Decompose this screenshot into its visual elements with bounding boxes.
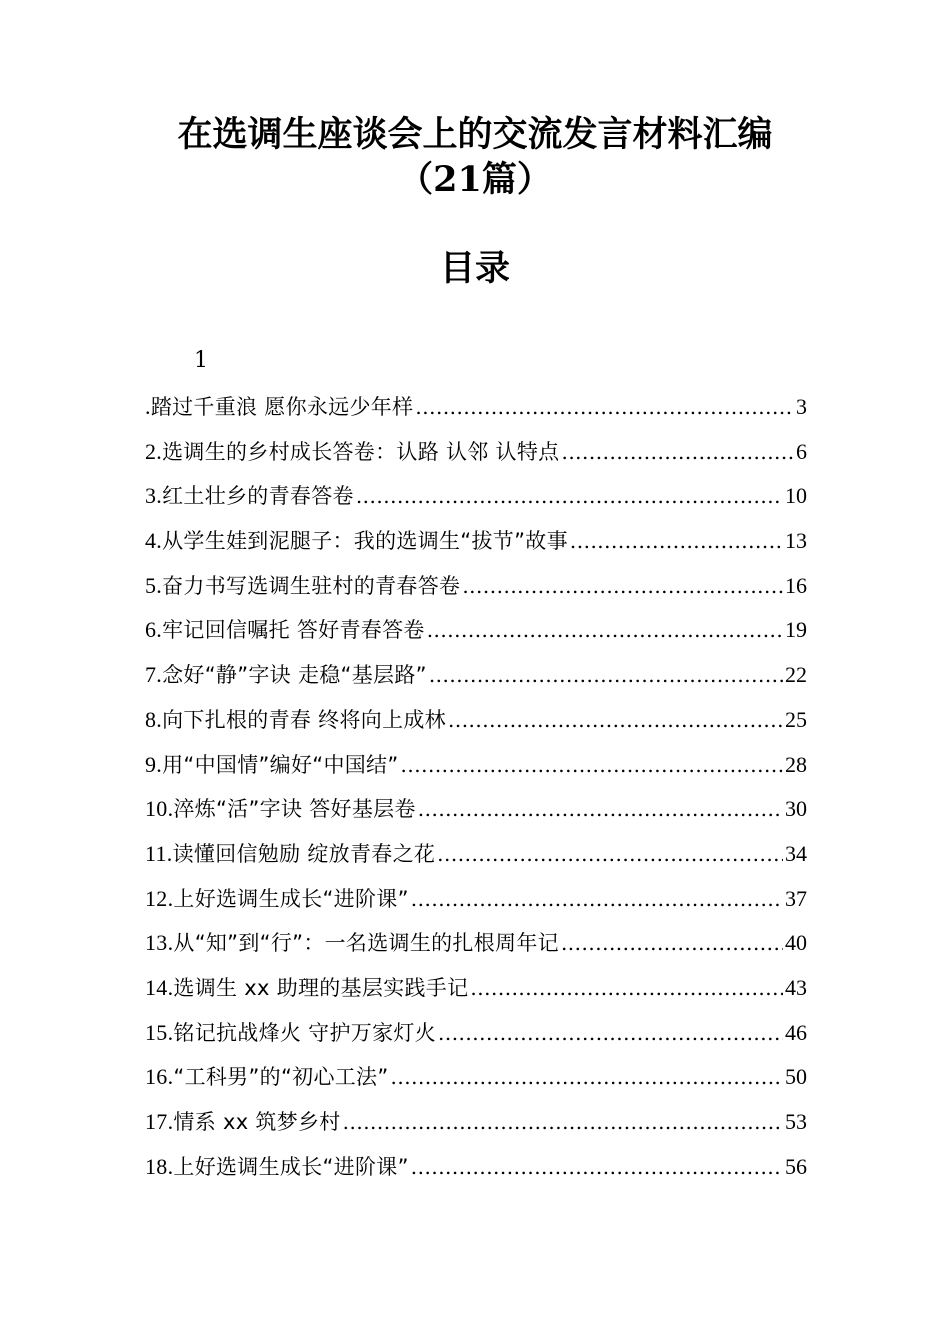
toc-heading: 目录 [439, 248, 510, 289]
toc-entry-title [145, 653, 427, 697]
toc-entry-number: 3. [145, 483, 163, 509]
toc-entry[interactable] [145, 1011, 807, 1056]
toc-entry-number: 6. [145, 617, 163, 643]
toc-dot-leader [448, 698, 783, 742]
toc-entry-text: 念好“静”字诀 走稳“基层路” [162, 663, 427, 688]
toc-entry-title [145, 474, 354, 518]
toc-entry-text: 从学生娃到泥腿子：我的选调生“拔节”故事 [162, 529, 568, 554]
toc-entry-title [145, 1145, 409, 1189]
toc-entry[interactable] [145, 519, 807, 564]
toc-entry-text: 读懂回信勉励 绽放青春之花 [172, 841, 436, 866]
toc-entry-number: 16. [145, 1064, 174, 1090]
toc-entry[interactable] [145, 1055, 807, 1100]
toc-entry-number: 2. [145, 438, 163, 464]
toc-entry-page: 56 [785, 1153, 807, 1179]
toc-entry-page: 37 [785, 885, 807, 911]
toc-dot-leader [356, 474, 783, 518]
toc-entry-text: 向下扎根的青春 终将向上成林 [162, 707, 446, 732]
toc-dot-leader [411, 877, 783, 921]
toc-dot-leader [561, 430, 794, 474]
toc-entry-text: 铭记抗战烽火 守护万家灯火 [173, 1020, 436, 1045]
toc-dot-leader [427, 608, 783, 652]
toc-entry-text: 淬炼“活”字诀 答好基层卷 [173, 797, 416, 822]
toc-entry-title [145, 430, 559, 474]
toc-entry-text: 踏过千重浪 愿你永远少年样 [150, 395, 414, 419]
toc-entry-page: 3 [796, 394, 807, 419]
toc-entry-number: 10. [145, 796, 174, 822]
toc-entry-page: 50 [785, 1064, 807, 1090]
toc-entry-page: 40 [785, 930, 807, 956]
toc-entry[interactable] [145, 430, 807, 475]
toc-entry[interactable] [145, 1145, 807, 1190]
toc-entry-title [145, 921, 559, 965]
toc-entry-title [145, 743, 399, 787]
toc-entry-page: 53 [785, 1109, 807, 1134]
toc-entry-text: 选调生 xx 助理的基层实践手记 [173, 975, 469, 1000]
toc-entry-number: 17. [145, 1109, 174, 1134]
toc-dot-leader [470, 966, 783, 1010]
toc-entry-page: 30 [785, 796, 807, 822]
toc-entry-number: 9. [145, 751, 163, 777]
toc-entry-number: 18. [145, 1153, 174, 1179]
toc-entry[interactable] [145, 474, 807, 519]
toc-entry-title [145, 608, 425, 652]
toc-entry-text: 从“知”到“行”：一名选调生的扎根周年记 [173, 931, 559, 956]
toc-entry-title [145, 1055, 389, 1099]
toc-entry-number: 12. [145, 885, 174, 911]
toc-entry-text: 上好选调生成长“进阶课” [173, 1154, 409, 1179]
toc-entry[interactable] [145, 787, 807, 832]
toc-entry[interactable] [145, 653, 807, 698]
toc-entry[interactable] [145, 743, 807, 788]
toc-entry-text: 牢记回信嘱托 答好青春答卷 [162, 618, 425, 643]
toc-entry-text: “工科男”的“初心工法” [173, 1065, 389, 1090]
toc-entry-text: 奋力书写选调生驻村的青春答卷 [162, 573, 461, 598]
toc-entry-number: . [145, 394, 151, 419]
toc-entry-page: 25 [785, 706, 807, 732]
toc-entry-number: 11. [145, 840, 173, 866]
toc-entry-number: 8. [145, 706, 163, 732]
toc-list [145, 385, 807, 1189]
toc-dot-leader [391, 1055, 783, 1099]
toc-entry-title [145, 1100, 341, 1144]
toc-entry-text: 选调生的乡村成长答卷：认路 认邻 认特点 [162, 439, 560, 464]
toc-entry-page: 34 [785, 840, 807, 866]
toc-entry-page: 22 [785, 662, 807, 688]
toc-dot-leader [437, 832, 783, 876]
toc-dot-leader [462, 564, 783, 608]
toc-entry-title [145, 1011, 436, 1055]
toc-entry-title [145, 519, 568, 563]
toc-entry[interactable] [145, 877, 807, 922]
toc-dot-leader [343, 1100, 783, 1144]
toc-entry[interactable] [145, 385, 807, 430]
toc-entry-text: 上好选调生成长“进阶课” [173, 886, 409, 911]
toc-entry-page: 19 [785, 617, 807, 643]
toc-entry[interactable] [145, 1100, 807, 1145]
toc-entry-title [145, 966, 468, 1010]
toc-entry[interactable] [145, 564, 807, 609]
toc-entry[interactable] [145, 832, 807, 877]
toc-entry-title [145, 877, 409, 921]
toc-dot-leader [418, 787, 783, 831]
toc-entry-text: 用“中国情”编好“中国结” [162, 752, 399, 777]
toc-entry-page: 43 [785, 974, 807, 1000]
toc-dot-leader [401, 743, 783, 787]
toc-entry-page: 46 [785, 1019, 807, 1045]
toc-entry-title [145, 564, 460, 608]
toc-entry-page: 13 [785, 528, 807, 554]
toc-entry-title [145, 385, 413, 429]
toc-entry-title [145, 832, 435, 876]
toc-entry-text: 情系 xx 筑梦乡村 [173, 1110, 341, 1134]
toc-entry[interactable] [145, 698, 807, 743]
document-title: 在选调生座谈会上的交流发言材料汇编 [177, 114, 773, 155]
toc-entry[interactable] [145, 921, 807, 966]
toc-entry-number: 7. [145, 662, 163, 688]
toc-entry-page: 28 [785, 751, 807, 777]
toc-dot-leader [415, 385, 794, 429]
toc-entry-number: 13. [145, 930, 174, 956]
toc-entry-number: 14. [145, 974, 174, 1000]
toc-entry-page: 16 [785, 572, 807, 598]
toc-entry-number: 4. [145, 528, 163, 554]
toc-entry[interactable] [145, 966, 807, 1011]
toc-dot-leader [438, 1011, 783, 1055]
toc-entry-page: 6 [796, 438, 807, 464]
toc-entry-number: 15. [145, 1019, 174, 1045]
toc-dot-leader [429, 653, 783, 697]
toc-first-entry-number: 1 [194, 348, 208, 373]
toc-entry[interactable] [145, 608, 807, 653]
toc-entry-title [145, 698, 446, 742]
document-subtitle-count: （21篇） [398, 159, 552, 200]
toc-dot-leader [570, 519, 783, 563]
toc-dot-leader [411, 1145, 783, 1189]
toc-entry-text: 红土壮乡的青春答卷 [162, 484, 354, 509]
toc-entry-title [145, 787, 416, 831]
toc-entry-number: 5. [145, 572, 163, 598]
toc-entry-page: 10 [785, 483, 807, 509]
toc-dot-leader [561, 921, 783, 965]
